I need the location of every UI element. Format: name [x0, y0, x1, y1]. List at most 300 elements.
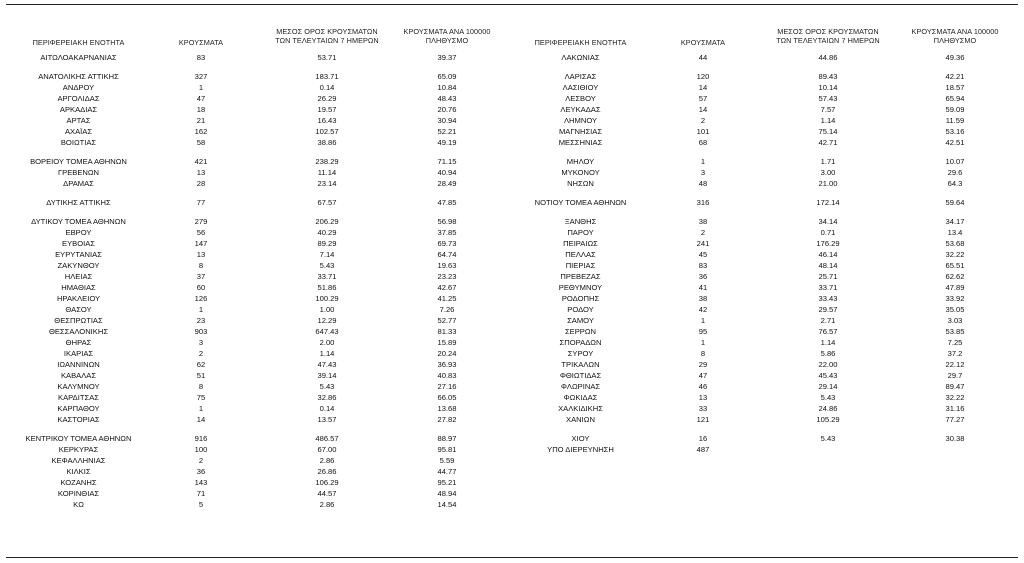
per100k-cell: 32.22 [945, 250, 965, 259]
region-cell: ΛΕΣΒΟΥ [565, 94, 596, 103]
cases-cell: 13 [698, 393, 708, 402]
avg-cell: 5.43 [820, 393, 836, 402]
per100k-cell: 53.85 [945, 327, 965, 336]
right-table-row [0, 156, 1024, 167]
per100k-cell: 47.85 [437, 198, 457, 207]
avg-cell: 51.86 [317, 283, 337, 292]
avg-cell: 1.14 [820, 338, 836, 347]
avg-cell: 3.00 [820, 168, 836, 177]
per100k-cell: 66.05 [437, 393, 457, 402]
right-table-row [0, 227, 1024, 238]
per100k-cell: 13.4 [947, 228, 963, 237]
per100k-cell: 49.36 [945, 53, 965, 62]
avg-cell: 13.57 [317, 415, 337, 424]
region-cell: ΚΟΡΙΝΘΙΑΣ [57, 489, 100, 498]
cases-cell: 143 [194, 478, 208, 487]
per100k-cell: 88.97 [437, 434, 457, 443]
cases-cell: 100 [194, 445, 208, 454]
per100k-cell: 42.51 [945, 138, 965, 147]
region-cell: ΧΙΟΥ [571, 434, 590, 443]
region-cell: ΔΥΤΙΚΗΣ ΑΤΤΙΚΗΣ [46, 198, 111, 207]
avg-cell: 47.43 [317, 360, 337, 369]
region-cell: ΛΑΡΙΣΑΣ [564, 72, 597, 81]
avg-cell: 34.14 [818, 217, 838, 226]
right-table-row [0, 359, 1024, 370]
region-cell: ΚΑΛΥΜΝΟΥ [57, 382, 100, 391]
cases-cell: 8 [198, 261, 204, 270]
right-table-row [0, 178, 1024, 189]
right-table-row [0, 304, 1024, 315]
cases-cell: 56 [196, 228, 206, 237]
per100k-cell: 37.85 [437, 228, 457, 237]
region-cell: ΚΕΝΤΡΙΚΟΥ ΤΟΜΕΑ ΑΘΗΝΩΝ [25, 434, 132, 443]
left-header-region: ΠΕΡΙΦΕΡΕΙΑΚΗ ΕΝΟΤΗΤΑ [32, 38, 125, 47]
avg-cell: 238.29 [315, 157, 339, 166]
per100k-cell: 44.77 [437, 467, 457, 476]
cases-cell: 77 [196, 198, 206, 207]
avg-cell: 1.14 [319, 349, 335, 358]
cases-cell: 3 [700, 168, 706, 177]
avg-cell: 33.71 [818, 283, 838, 292]
cases-cell: 41 [698, 283, 708, 292]
per100k-cell: 5.59 [439, 456, 455, 465]
per100k-cell: 31.16 [945, 404, 965, 413]
avg-cell: 24.86 [818, 404, 838, 413]
per100k-cell: 77.27 [945, 415, 965, 424]
cases-cell: 33 [698, 404, 708, 413]
cases-cell: 21 [196, 116, 206, 125]
per100k-cell: 33.92 [945, 294, 965, 303]
region-cell: ΤΡΙΚΑΛΩΝ [561, 360, 600, 369]
per100k-cell: 27.82 [437, 415, 457, 424]
per100k-cell: 37.2 [947, 349, 963, 358]
avg-cell: 206.29 [315, 217, 339, 226]
per100k-cell: 49.19 [437, 138, 457, 147]
avg-cell: 172.14 [816, 198, 840, 207]
region-cell: ΗΡΑΚΛΕΙΟΥ [56, 294, 101, 303]
left-header-per100k-line2: ΠΛΗΘΥΣΜΟ [425, 36, 469, 45]
per100k-cell: 81.33 [437, 327, 457, 336]
right-table-row [0, 315, 1024, 326]
cases-cell: 101 [696, 127, 710, 136]
region-cell: ΦΛΩΡΙΝΑΣ [560, 382, 601, 391]
cases-cell: 1 [198, 83, 204, 92]
avg-cell: 1.71 [820, 157, 836, 166]
per100k-cell: 19.63 [437, 261, 457, 270]
per100k-cell: 36.93 [437, 360, 457, 369]
avg-cell: 32.86 [317, 393, 337, 402]
cases-cell: 29 [698, 360, 708, 369]
region-cell: ΣΥΡΟΥ [567, 349, 594, 358]
per100k-cell: 18.57 [945, 83, 965, 92]
right-header-per100k-line1: ΚΡΟΥΣΜΑΤΑ ΑΝΑ 100000 [911, 27, 999, 36]
cases-cell: 3 [198, 338, 204, 347]
region-cell: ΑΙΤΩΛΟΑΚΑΡΝΑΝΙΑΣ [40, 53, 117, 62]
avg-cell: 42.71 [818, 138, 838, 147]
region-cell: ΜΥΚΟΝΟΥ [561, 168, 600, 177]
per100k-cell: 40.94 [437, 168, 457, 177]
per100k-cell: 64.74 [437, 250, 457, 259]
per100k-cell: 65.51 [945, 261, 965, 270]
left-table-row [0, 455, 1024, 466]
per100k-cell: 56.98 [437, 217, 457, 226]
left-header-avg-line2: ΤΩΝ ΤΕΛΕΥΤΑΙΩΝ 7 ΗΜΕΡΩΝ [275, 36, 379, 45]
per100k-cell: 15.89 [437, 338, 457, 347]
per100k-cell: 65.09 [437, 72, 457, 81]
region-cell: ΘΗΡΑΣ [65, 338, 92, 347]
per100k-cell: 30.38 [945, 434, 965, 443]
cases-cell: 48 [698, 179, 708, 188]
per100k-cell: 20.24 [437, 349, 457, 358]
region-cell: ΗΜΑΘΙΑΣ [61, 283, 96, 292]
region-cell: ΛΑΣΙΘΙΟΥ [562, 83, 599, 92]
right-table-row [0, 260, 1024, 271]
avg-cell: 5.43 [319, 261, 335, 270]
region-cell: ΚΩ [73, 500, 84, 509]
avg-cell: 29.14 [818, 382, 838, 391]
per100k-cell: 34.17 [945, 217, 965, 226]
avg-cell: 2.71 [820, 316, 836, 325]
cases-cell: 2 [198, 349, 204, 358]
avg-cell: 19.57 [317, 105, 337, 114]
avg-cell: 89.29 [317, 239, 337, 248]
cases-cell: 38 [698, 294, 708, 303]
cases-cell: 241 [696, 239, 710, 248]
per100k-cell: 69.73 [437, 239, 457, 248]
region-cell: ΚΟΖΑΝΗΣ [60, 478, 97, 487]
cases-cell: 75 [196, 393, 206, 402]
avg-cell: 183.71 [315, 72, 339, 81]
right-header-per100k-line2: ΠΛΗΘΥΣΜΟ [933, 36, 977, 45]
right-table-row [0, 326, 1024, 337]
avg-cell: 53.71 [317, 53, 337, 62]
right-table-row [0, 271, 1024, 282]
avg-cell: 16.43 [317, 116, 337, 125]
region-cell: ΚΑΣΤΟΡΙΑΣ [57, 415, 100, 424]
avg-cell: 26.29 [317, 94, 337, 103]
avg-cell: 105.29 [816, 415, 840, 424]
region-cell: ΙΩΑΝΝΙΝΩΝ [57, 360, 100, 369]
per100k-cell: 89.47 [945, 382, 965, 391]
avg-cell: 33.71 [317, 272, 337, 281]
cases-cell: 126 [194, 294, 208, 303]
cases-cell: 903 [194, 327, 208, 336]
top-rule [6, 4, 1018, 5]
cases-cell: 51 [196, 371, 206, 380]
region-cell: ΓΡΕΒΕΝΩΝ [57, 168, 100, 177]
right-table-row [0, 104, 1024, 115]
avg-cell: 38.86 [317, 138, 337, 147]
cases-cell: 421 [194, 157, 208, 166]
region-cell: ΗΛΕΙΑΣ [64, 272, 93, 281]
region-cell: ΞΑΝΘΗΣ [564, 217, 597, 226]
region-cell: ΚΕΡΚΥΡΑΣ [58, 445, 99, 454]
region-cell: ΚΑΡΠΑΘΟΥ [57, 404, 100, 413]
cases-cell: 8 [198, 382, 204, 391]
per100k-cell: 59.64 [945, 198, 965, 207]
right-header-per100k [893, 27, 1017, 45]
left-header-avg-line1: ΜΕΣΟΣ ΟΡΟΣ ΚΡΟΥΣΜΑΤΩΝ [276, 27, 378, 36]
region-cell: ΚΕΦΑΛΛΗΝΙΑΣ [51, 456, 106, 465]
avg-cell: 2.86 [319, 456, 335, 465]
region-cell: ΒΟΙΩΤΙΑΣ [60, 138, 97, 147]
cases-cell: 2 [700, 228, 706, 237]
region-cell: ΣΕΡΡΩΝ [564, 327, 597, 336]
region-cell: ΡΟΔΟΠΗΣ [561, 294, 600, 303]
avg-cell: 647.43 [315, 327, 339, 336]
region-cell: ΣΑΜΟΥ [567, 316, 594, 325]
cases-cell: 121 [696, 415, 710, 424]
region-cell: ΑΝΔΡΟΥ [62, 83, 95, 92]
per100k-cell: 71.15 [437, 157, 457, 166]
right-table-row [0, 293, 1024, 304]
right-table-row [0, 348, 1024, 359]
per100k-cell: 35.05 [945, 305, 965, 314]
region-cell: ΕΒΡΟΥ [65, 228, 92, 237]
region-cell: ΖΑΚΥΝΘΟΥ [57, 261, 100, 270]
per100k-cell: 3.03 [947, 316, 963, 325]
cases-cell: 47 [698, 371, 708, 380]
region-cell: ΚΙΛΚΙΣ [66, 467, 91, 476]
avg-cell: 67.00 [317, 445, 337, 454]
region-cell: ΡΕΘΥΜΝΟΥ [558, 283, 603, 292]
cases-cell: 23 [196, 316, 206, 325]
per100k-cell: 42.21 [945, 72, 965, 81]
per100k-cell: 27.16 [437, 382, 457, 391]
avg-cell: 0.14 [319, 404, 335, 413]
region-cell: ΑΧΑΪΑΣ [64, 127, 93, 136]
cases-cell: 37 [196, 272, 206, 281]
right-table-row [0, 433, 1024, 444]
cases-cell: 1 [700, 316, 706, 325]
right-table-row [0, 167, 1024, 178]
avg-cell: 2.00 [319, 338, 335, 347]
cases-cell: 46 [698, 382, 708, 391]
cases-cell: 487 [696, 445, 710, 454]
region-cell: ΠΕΛΛΑΣ [565, 250, 596, 259]
per100k-cell: 95.81 [437, 445, 457, 454]
cases-cell: 16 [698, 434, 708, 443]
cases-cell: 14 [698, 105, 708, 114]
per100k-cell: 52.21 [437, 127, 457, 136]
region-cell: ΜΗΛΟΥ [566, 157, 595, 166]
avg-cell: 46.14 [818, 250, 838, 259]
right-table-row [0, 249, 1024, 260]
left-table-row [0, 488, 1024, 499]
avg-cell: 25.71 [818, 272, 838, 281]
cases-cell: 147 [194, 239, 208, 248]
region-cell: ΠΕΙΡΑΙΩΣ [563, 239, 598, 248]
region-cell: ΚΑΒΑΛΑΣ [60, 371, 97, 380]
region-cell: ΜΕΣΣΗΝΙΑΣ [558, 138, 603, 147]
region-cell: ΛΕΥΚΑΔΑΣ [560, 105, 601, 114]
right-table-row [0, 337, 1024, 348]
avg-cell: 21.00 [818, 179, 838, 188]
per100k-cell: 53.68 [945, 239, 965, 248]
avg-cell: 102.57 [315, 127, 339, 136]
region-cell: ΥΠΟ ΔΙΕΡΕΥΝΗΣΗ [547, 445, 614, 454]
cases-cell: 14 [196, 415, 206, 424]
cases-cell: 18 [196, 105, 206, 114]
per100k-cell: 65.94 [945, 94, 965, 103]
region-cell: ΧΑΝΙΩΝ [566, 415, 595, 424]
per100k-cell: 23.23 [437, 272, 457, 281]
right-table-row [0, 71, 1024, 82]
region-cell: ΝΗΣΩΝ [567, 179, 594, 188]
cases-cell: 47 [196, 94, 206, 103]
region-cell: ΘΕΣΠΡΩΤΙΑΣ [54, 316, 103, 325]
avg-cell: 2.86 [319, 500, 335, 509]
per100k-cell: 47.89 [945, 283, 965, 292]
region-cell: ΦΘΙΩΤΙΔΑΣ [559, 371, 602, 380]
cases-cell: 71 [196, 489, 206, 498]
per100k-cell: 48.94 [437, 489, 457, 498]
cases-cell: 57 [698, 94, 708, 103]
avg-cell: 486.57 [315, 434, 339, 443]
cases-cell: 120 [696, 72, 710, 81]
cases-cell: 28 [196, 179, 206, 188]
region-cell: ΔΡΑΜΑΣ [63, 179, 94, 188]
region-cell: ΛΑΚΩΝΙΑΣ [561, 53, 600, 62]
region-cell: ΑΡΚΑΔΙΑΣ [59, 105, 98, 114]
cases-cell: 60 [196, 283, 206, 292]
left-header-per100k [392, 27, 502, 45]
per100k-cell: 52.77 [437, 316, 457, 325]
avg-cell: 0.14 [319, 83, 335, 92]
cases-cell: 13 [196, 168, 206, 177]
cases-cell: 1 [700, 157, 706, 166]
left-table-row [0, 477, 1024, 488]
cases-cell: 8 [700, 349, 706, 358]
per100k-cell: 29.7 [947, 371, 963, 380]
region-cell: ΦΩΚΙΔΑΣ [563, 393, 598, 402]
cases-cell: 58 [196, 138, 206, 147]
right-table-row [0, 82, 1024, 93]
bottom-rule [6, 557, 1018, 558]
cases-cell: 279 [194, 217, 208, 226]
cases-cell: 38 [698, 217, 708, 226]
per100k-cell: 10.84 [437, 83, 457, 92]
region-cell: ΠΑΡΟΥ [567, 228, 594, 237]
right-table-row [0, 52, 1024, 63]
left-header-avg [262, 27, 392, 45]
region-cell: ΕΥΒΟΙΑΣ [62, 239, 95, 248]
cases-cell: 36 [196, 467, 206, 476]
avg-cell: 23.14 [317, 179, 337, 188]
region-cell: ΕΥΡΥΤΑΝΙΑΣ [55, 250, 102, 259]
avg-cell: 22.00 [818, 360, 838, 369]
cases-cell: 14 [698, 83, 708, 92]
avg-cell: 5.43 [319, 382, 335, 391]
cases-cell: 162 [194, 127, 208, 136]
cases-cell: 83 [698, 261, 708, 270]
right-table-row [0, 414, 1024, 425]
avg-cell: 57.43 [818, 94, 838, 103]
per100k-cell: 28.49 [437, 179, 457, 188]
avg-cell: 0.71 [820, 228, 836, 237]
avg-cell: 48.14 [818, 261, 838, 270]
avg-cell: 7.14 [319, 250, 335, 259]
cases-cell: 316 [696, 198, 710, 207]
cases-cell: 62 [196, 360, 206, 369]
avg-cell: 67.57 [317, 198, 337, 207]
avg-cell: 40.29 [317, 228, 337, 237]
per100k-cell: 62.62 [945, 272, 965, 281]
avg-cell: 29.57 [818, 305, 838, 314]
per100k-cell: 20.76 [437, 105, 457, 114]
region-cell: ΙΚΑΡΙΑΣ [63, 349, 94, 358]
avg-cell: 5.43 [820, 434, 836, 443]
right-header-avg-line1: ΜΕΣΟΣ ΟΡΟΣ ΚΡΟΥΣΜΑΤΩΝ [777, 27, 879, 36]
left-header-cases: ΚΡΟΥΣΜΑΤΑ [178, 38, 224, 47]
right-table-row [0, 370, 1024, 381]
right-header-avg-line2: ΤΩΝ ΤΕΛΕΥΤΑΙΩΝ 7 ΗΜΕΡΩΝ [776, 36, 880, 45]
region-cell: ΘΑΣΟΥ [65, 305, 92, 314]
avg-cell: 5.86 [820, 349, 836, 358]
per100k-cell: 11.59 [945, 116, 965, 125]
right-table-row [0, 403, 1024, 414]
cases-cell: 5 [198, 500, 204, 509]
right-header-cases: ΚΡΟΥΣΜΑΤΑ [680, 38, 726, 47]
right-table-row [0, 381, 1024, 392]
cases-cell: 13 [196, 250, 206, 259]
cases-cell: 44 [698, 53, 708, 62]
avg-cell: 12.29 [317, 316, 337, 325]
region-cell: ΑΡΤΑΣ [66, 116, 91, 125]
avg-cell: 176.29 [816, 239, 840, 248]
cases-cell: 68 [698, 138, 708, 147]
region-cell: ΣΠΟΡΑΔΩΝ [559, 338, 602, 347]
right-table-row [0, 93, 1024, 104]
per100k-cell: 22.12 [945, 360, 965, 369]
avg-cell: 45.43 [818, 371, 838, 380]
region-cell: ΒΟΡΕΙΟΥ ΤΟΜΕΑ ΑΘΗΝΩΝ [30, 157, 127, 166]
region-cell: ΝΟΤΙΟΥ ΤΟΜΕΑ ΑΘΗΝΩΝ [534, 198, 627, 207]
region-cell: ΘΕΣΣΑΛΟΝΙΚΗΣ [48, 327, 109, 336]
per100k-cell: 64.3 [947, 179, 963, 188]
cases-cell: 42 [698, 305, 708, 314]
per100k-cell: 13.68 [437, 404, 457, 413]
per100k-cell: 41.25 [437, 294, 457, 303]
cases-cell: 327 [194, 72, 208, 81]
per100k-cell: 10.07 [945, 157, 965, 166]
cases-cell: 916 [194, 434, 208, 443]
avg-cell: 106.29 [315, 478, 339, 487]
right-table-row [0, 137, 1024, 148]
per100k-cell: 32.22 [945, 393, 965, 402]
avg-cell: 44.57 [317, 489, 337, 498]
per100k-cell: 7.26 [439, 305, 455, 314]
per100k-cell: 40.83 [437, 371, 457, 380]
cases-cell: 1 [198, 404, 204, 413]
avg-cell: 7.57 [820, 105, 836, 114]
cases-cell: 2 [700, 116, 706, 125]
per100k-cell: 7.25 [947, 338, 963, 347]
right-header-region: ΠΕΡΙΦΕΡΕΙΑΚΗ ΕΝΟΤΗΤΑ [534, 38, 627, 47]
cases-cell: 45 [698, 250, 708, 259]
cases-cell: 2 [198, 456, 204, 465]
per100k-cell: 14.54 [437, 500, 457, 509]
per100k-cell: 42.67 [437, 283, 457, 292]
avg-cell: 10.14 [818, 83, 838, 92]
avg-cell: 100.29 [315, 294, 339, 303]
per100k-cell: 48.43 [437, 94, 457, 103]
avg-cell: 1.00 [319, 305, 335, 314]
per100k-cell: 59.09 [945, 105, 965, 114]
region-cell: ΑΡΓΟΛΙΔΑΣ [57, 94, 100, 103]
right-table-row [0, 216, 1024, 227]
right-table-row [0, 126, 1024, 137]
